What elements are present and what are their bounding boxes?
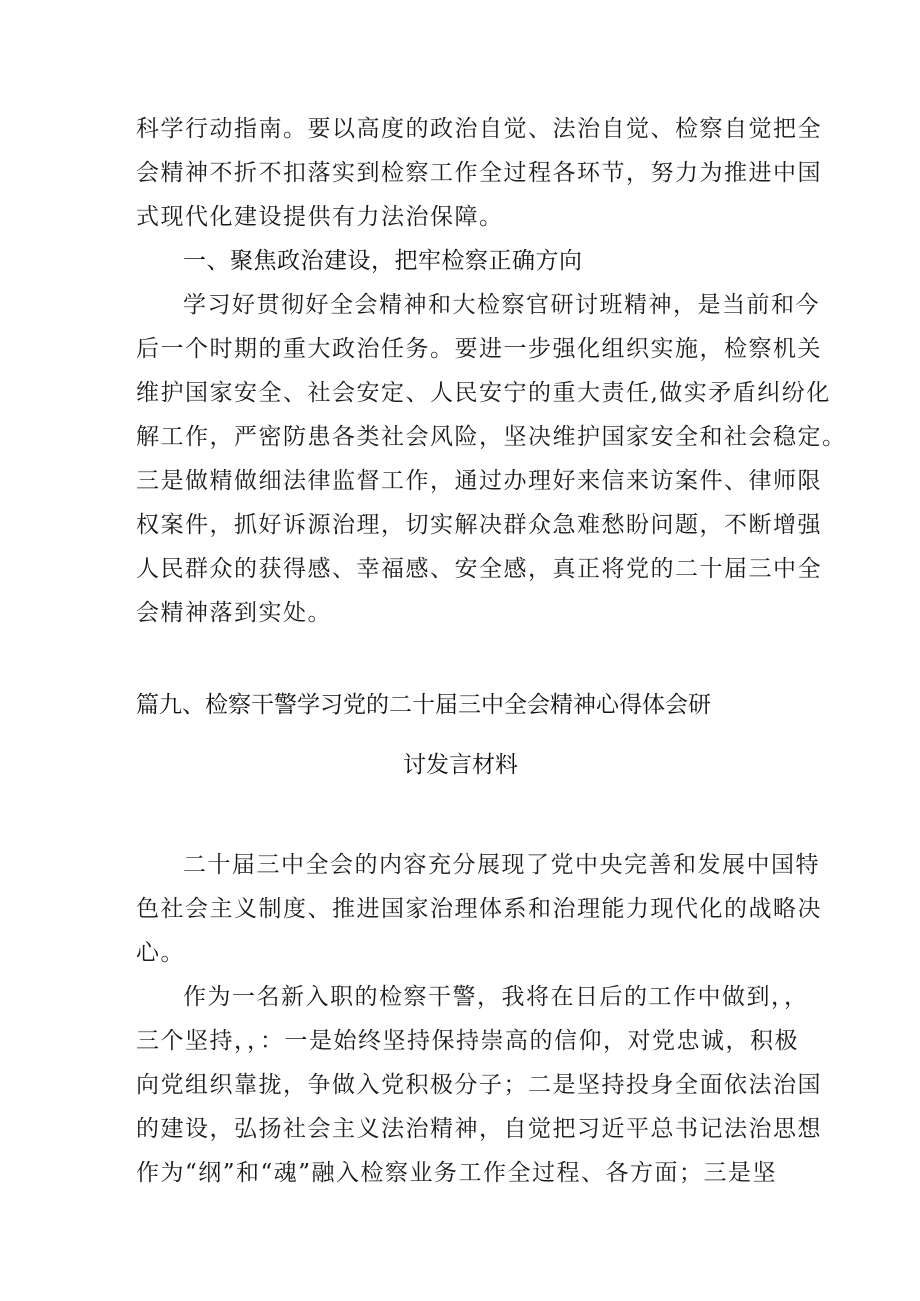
paragraph-line: 作为一名新入职的检察干警，我将在日后的工作中做到，，	[183, 984, 809, 1010]
paragraph-line: 三是做精做细法律监督工作，通过办理好来信来访案件、律师限	[136, 468, 822, 494]
paragraph-line: 后一个时期的重大政治任务。要进一步强化组织实施，检察机关	[136, 336, 822, 362]
paragraph-line: 会精神落到实处。	[136, 600, 332, 626]
paragraph-line: 色社会主义制度、推进国家治理体系和治理能力现代化的战略决	[136, 896, 822, 922]
paragraph-line: 权案件，抓好诉源治理，切实解决群众急难愁盼问题，不断增强	[136, 512, 822, 538]
paragraph-line: 作为“纲”和“魂”融入检察业务工作全过程、各方面；三是坚	[136, 1160, 778, 1186]
paragraph-line: 向党组织靠拢，争做入党积极分子；二是坚持投身全面依法治国	[136, 1072, 822, 1098]
section-heading: 一、聚焦政治建设，把牢检察正确方向	[183, 248, 583, 274]
paragraph-line: 式现代化建设提供有力法治保障。	[136, 204, 504, 230]
paragraph-line: 人民群众的获得感、幸福感、安全感，真正将党的二十届三中全	[136, 556, 822, 582]
paragraph-line: 科学行动指南。要以高度的政治自觉、法治自觉、检察自觉把全	[136, 116, 822, 142]
paragraph-line: 会精神不折不扣落实到检察工作全过程各环节，努力为推进中国	[136, 160, 822, 186]
article-title-line-2: 讨发言材料	[403, 752, 518, 778]
paragraph-line: 的建设，弘扬社会主义法治精神，自觉把习近平总书记法治思想	[136, 1116, 822, 1142]
paragraph-line: 三个坚持，，：一是始终坚持保持崇高的信仰，对党忠诚，积极	[136, 1028, 799, 1054]
article-title-line-1: 篇九、检察干警学习党的二十届三中全会精神心得体会研	[136, 692, 711, 718]
paragraph-line: 二十届三中全会的内容充分展现了党中央完善和发展中国特	[183, 852, 820, 878]
paragraph-line: 维护国家安全、社会安定、人民安宁的重大责任,做实矛盾纠纷化	[136, 380, 831, 406]
paragraph-line: 心。	[136, 940, 185, 966]
paragraph-line: 学习好贯彻好全会精神和大检察官研讨班精神，是当前和今	[183, 292, 820, 318]
paragraph-line: 解工作，严密防患各类社会风险，坚决维护国家安全和社会稳定。	[136, 424, 847, 450]
